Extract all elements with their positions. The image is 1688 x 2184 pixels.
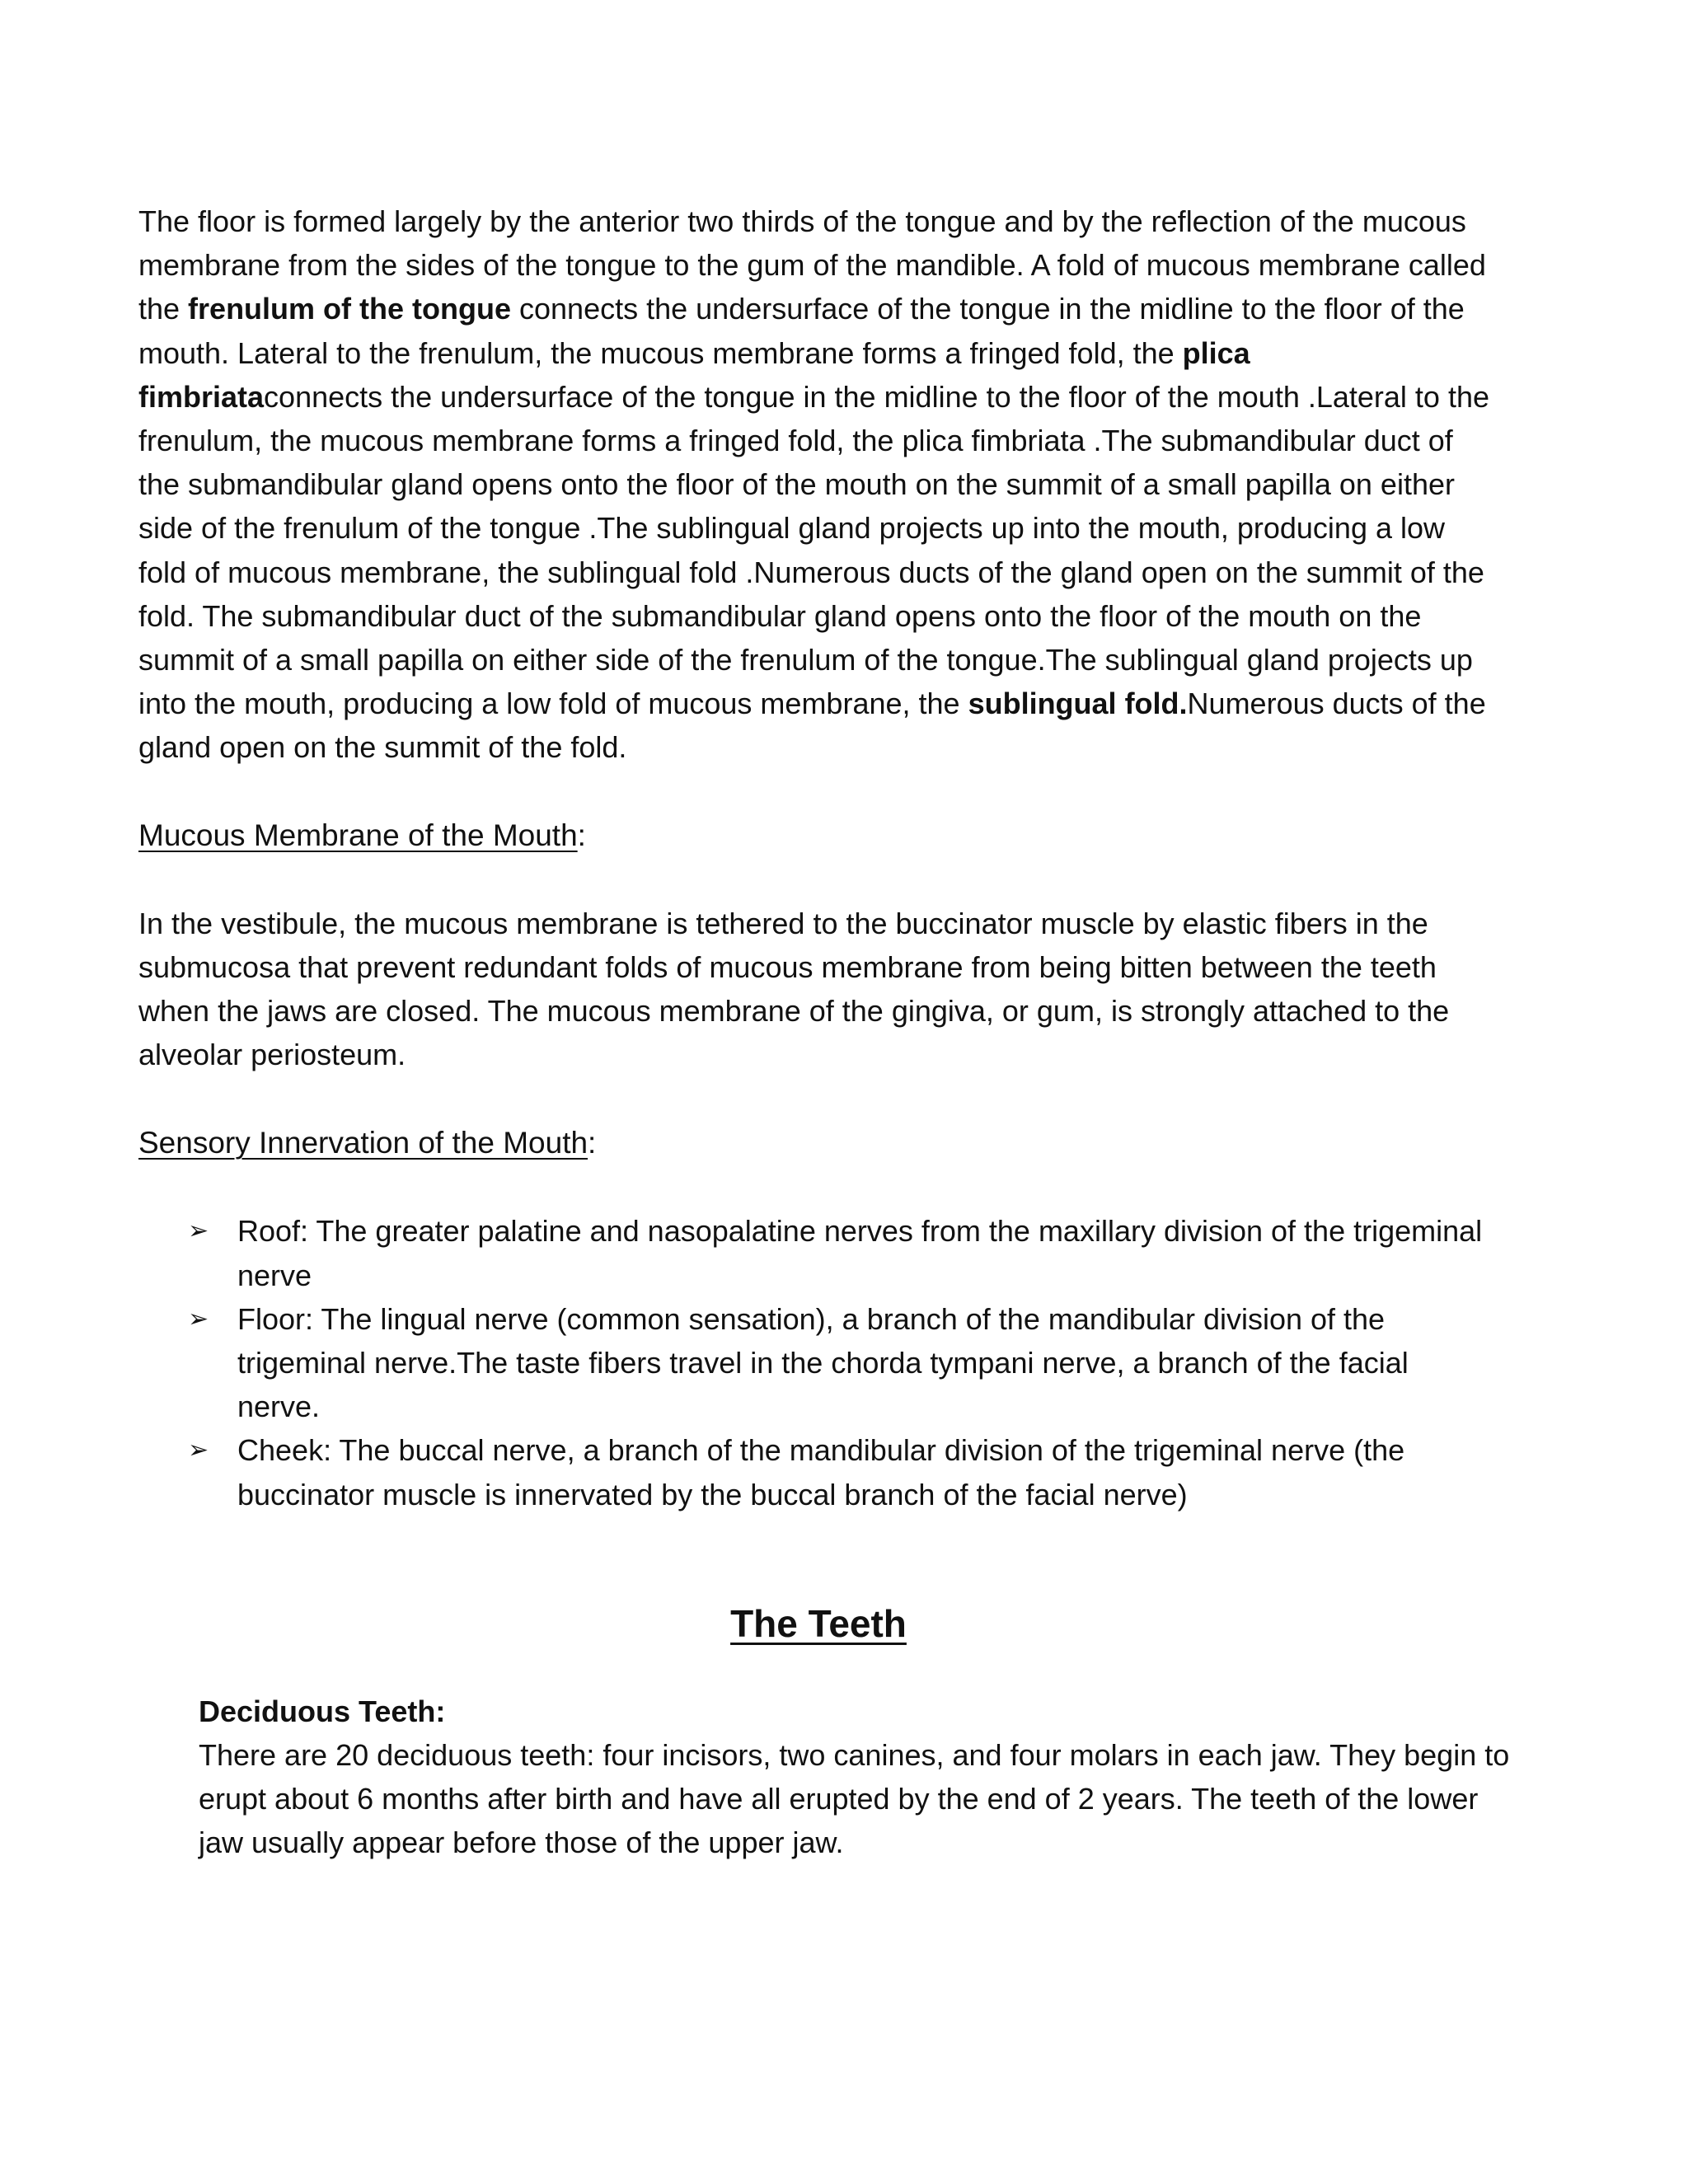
mucous-membrane-heading-text: Mucous Membrane of the Mouth	[138, 818, 578, 852]
document-page	[138, 199, 1510, 1864]
floor-text-3: connects the undersurface of the tongue in the midline to the floor of the mouth .Lateral to the frenulum, the mucous membrane forms a fringed fold, the plica fimbriata .The submandibular duct of the submandibular gland opens onto the floor of the mouth on the summit of a small papilla on either side of the frenulum of the tongue .The sublingual gland projects up into the mouth, producing a low fold of mucous membrane, the sublingual fold .Numerous ducts of the gland open on the summit of the fold. The submandibular duct of the submandibular gland opens onto the floor of the mouth on the summit of a small papilla on either side of the frenulum of the tongue.The sublingual gland projects up into the mouth, producing a low fold of mucous membrane, the	[138, 379, 1489, 721]
sensory-innervation-heading-colon: :	[588, 1126, 597, 1160]
arrow-bullet-icon: ➢	[188, 1436, 209, 1465]
list-item	[138, 1297, 1498, 1429]
floor-paragraph	[138, 199, 1498, 770]
arrow-bullet-icon: ➢	[188, 1305, 209, 1333]
sensory-innervation-list	[138, 1209, 1498, 1516]
arrow-bullet-icon: ➢	[188, 1217, 209, 1245]
list-item-text: Roof: The greater palatine and nasopalatine nerves from the maxillary division of the trigeminal nerve	[237, 1214, 1483, 1292]
list-item	[138, 1428, 1498, 1516]
deciduous-teeth-paragraph: There are 20 deciduous teeth: four incisors, two canines, and four molars in each jaw. They begin to erupt about 6 months after birth and have all erupted by the end of 2 years. The teeth of the lower jaw usually appear before those of the upper jaw.	[199, 1737, 1510, 1860]
plica-fimbriata-term: plica fimbriata	[138, 335, 1250, 414]
list-item-text: Floor: The lingual nerve (common sensation), a branch of the mandibular division of the trigeminal nerve.The taste fibers travel in the chorda tympani nerve, a branch of the facial nerve.	[237, 1301, 1409, 1424]
floor-text-4: Numerous ducts of the gland open on the summit of the fold.	[138, 687, 1486, 765]
mucous-membrane-paragraph: In the vestibule, the mucous membrane is tethered to the buccinator muscle by elastic fibers in the submucosa that prevent redundant folds of mucous membrane from being bitten between the teeth when the jaws are closed. The mucous membrane of the gingiva, or gum, is strongly attached to the alveolar periosteum.	[138, 906, 1450, 1072]
deciduous-teeth-section	[199, 1690, 1510, 1865]
sublingual-fold-term: sublingual fold.	[968, 687, 1188, 721]
floor-text-1: The floor is formed largely by the anterior two thirds of the tongue and by the reflection of the mucous membrane from the sides of the tongue to the gum of the mandible. A fold of mucous membrane called the	[138, 204, 1486, 326]
sensory-innervation-heading-text: Sensory Innervation of the Mouth	[138, 1126, 588, 1160]
mucous-membrane-heading-colon: :	[577, 818, 586, 852]
teeth-title	[138, 1599, 1498, 1648]
mucous-membrane-heading	[138, 813, 1498, 857]
frenulum-term: frenulum of the tongue	[188, 292, 512, 326]
list-item-text: Cheek: The buccal nerve, a branch of the mandibular division of the trigeminal nerve (the buccinator muscle is innervated by the buccal branch of the facial nerve)	[237, 1433, 1405, 1511]
teeth-title-text: The Teeth	[730, 1601, 907, 1645]
list-item	[138, 1209, 1498, 1296]
sensory-innervation-heading	[138, 1121, 1498, 1165]
deciduous-teeth-heading: Deciduous Teeth:	[199, 1694, 446, 1728]
floor-text-2: connects the undersurface of the tongue in the midline to the floor of the mouth. Lateral to the frenulum, the mucous membrane forms a fringed fold, the	[138, 292, 1465, 370]
